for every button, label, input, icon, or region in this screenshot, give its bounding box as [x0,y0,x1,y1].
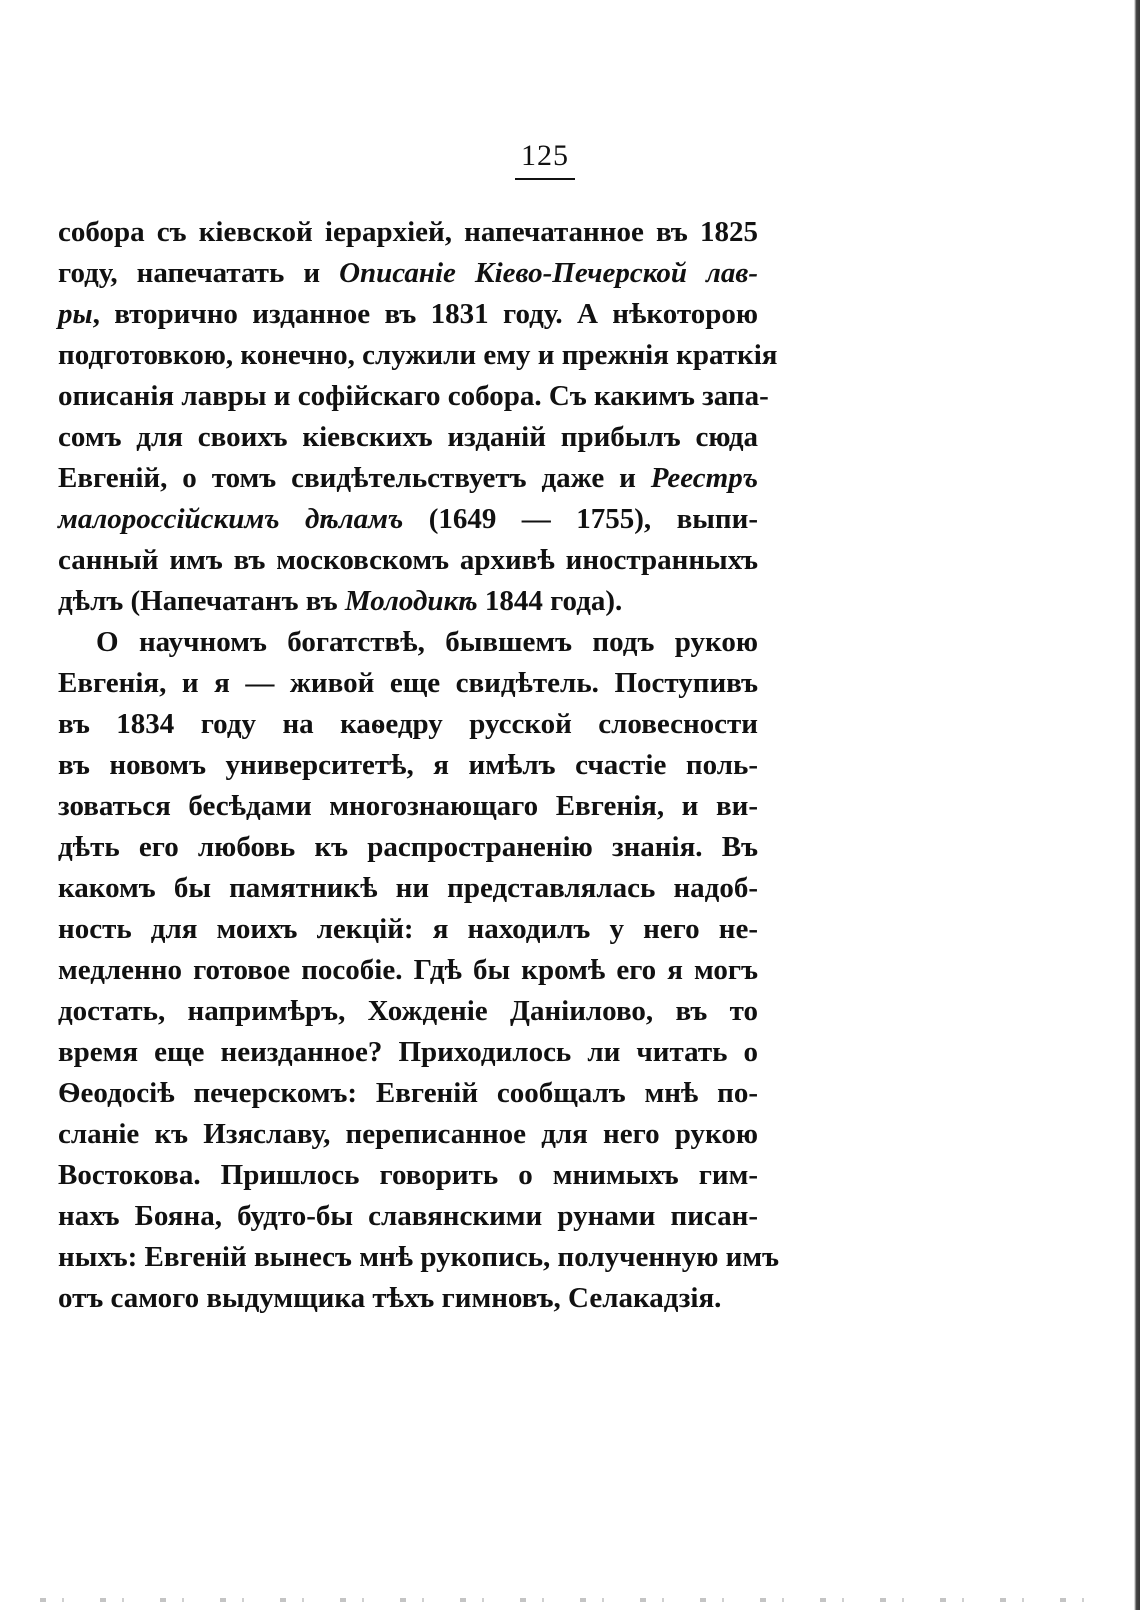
text-line [58,745,758,786]
text-line [58,1237,780,1278]
text-line [58,1114,758,1155]
text-line [58,499,758,540]
text-line [58,622,758,663]
italic-title: Молодикѣ [344,585,478,617]
text-run: отъ самого выдумщика тѣхъ гимновъ, Селакадзія. [58,1282,722,1314]
italic-title: Реестръ [650,462,758,494]
text-run: достать, напримѣръ, Хожденіе Даніилово, въ то [58,995,758,1027]
text-run: медленно готовое пособіе. Гдѣ бы кромѣ его я могъ [58,954,758,986]
text-line [58,1278,758,1319]
text-run: Евгеній, о томъ свидѣтельствуетъ даже и [58,462,651,494]
text-line [58,868,758,909]
text-line [58,458,758,499]
text-line [58,376,769,417]
text-line [58,253,758,294]
text-line [58,212,758,253]
text-run: году, напечатать и [58,257,340,289]
text-run: время еще неизданное? Приходилось ли читать о [58,1036,758,1068]
text-run: ность для моихъ лекцій: я находилъ у него не- [58,913,758,945]
body-text [58,212,780,1319]
text-run: какомъ бы памятникѣ ни представлялась надоб- [58,872,758,904]
text-line [58,704,758,745]
scan-bottom-noise [40,1598,1100,1602]
text-line [58,827,758,868]
text-line [58,294,758,335]
text-run: дѣлъ (Напечатанъ въ [58,585,345,617]
text-run: нахъ Бояна, будто-бы славянскими рунами писан- [58,1200,758,1232]
text-run: 1844 года). [477,585,623,617]
text-line [58,950,758,991]
text-line [58,1073,758,1114]
italic-title: малороссійскимъ дѣламъ [58,503,404,535]
page-header [0,138,1140,180]
text-line [58,1196,758,1237]
page-number: 125 [515,138,575,180]
text-run: Востокова. Пришлось говорить о мнимыхъ гим- [58,1159,758,1191]
text-run: О научномъ богатствѣ, бывшемъ подъ рукою [96,626,758,658]
text-line [58,991,758,1032]
italic-title: Описаніе Кіево-Печерской лав- [339,257,758,289]
text-run: въ 1834 году на каѳедру русской словесности [58,708,758,740]
scan-edge-shadow [1134,0,1140,1610]
italic-title: ры [58,298,93,330]
text-run: зоваться бесѣдами многознающаго Евгенія, и ви- [58,790,758,822]
text-run: дѣть его любовь къ распространенію знанія. Въ [58,831,758,863]
text-run: (1649 — 1755), выпи- [403,503,758,535]
text-run: ныхъ: Евгеній вынесъ мнѣ рукопись, полученную имъ [58,1241,780,1273]
text-line [58,663,758,704]
text-run: собора съ кіевской іерархіей, напечатанное въ 1825 [58,216,758,248]
text-line [58,786,758,827]
text-line [58,540,758,581]
text-run: Евгенія, и я — живой еще свидѣтель. Поступивъ [58,667,758,699]
text-run: , вторично изданное въ 1831 году. А нѣкоторою [92,298,758,330]
text-run: подготовкою, конечно, служили ему и прежнія краткія [58,339,778,371]
text-run: Ѳеодосіѣ печерскомъ: Евгеній сообщалъ мнѣ по- [58,1077,758,1109]
text-run: сомъ для своихъ кіевскихъ изданій прибылъ сюда [58,421,758,453]
text-run: сланіе къ Изяславу, переписанное для него рукою [58,1118,758,1150]
text-run: санный имъ въ московскомъ архивѣ иностранныхъ [58,544,758,576]
text-run: въ новомъ университетѣ, я имѣлъ счастіе поль- [58,749,758,781]
text-line [58,1155,758,1196]
text-line [58,1032,758,1073]
text-line [58,909,758,950]
text-line [58,335,778,376]
text-line [58,417,758,458]
text-line [58,581,758,622]
text-run: описанія лавры и софійскаго собора. Съ какимъ запа- [58,380,769,412]
